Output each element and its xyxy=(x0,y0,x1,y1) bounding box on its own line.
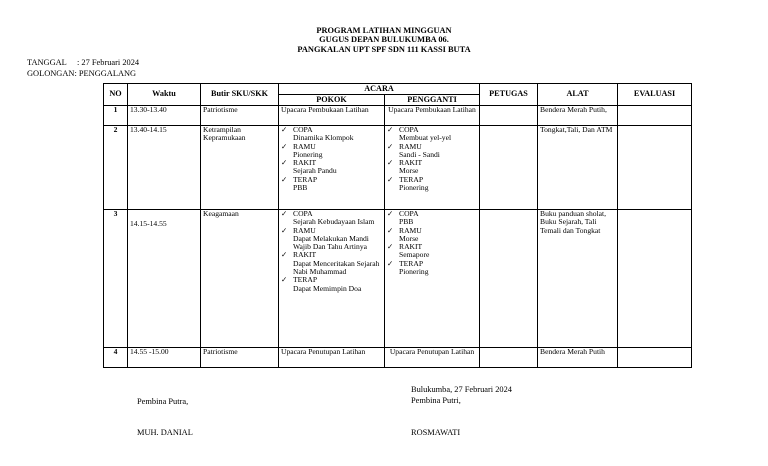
check-icon: ✓ xyxy=(387,209,394,218)
row-waktu: 14.55 -15.00 xyxy=(128,348,201,368)
table-row xyxy=(104,126,692,210)
row-waktu: 13.30-13.40 xyxy=(128,106,201,126)
row-petugas xyxy=(480,106,538,126)
pengganti-list xyxy=(387,126,477,192)
list-item: ✓ RAMU Sandi - Sandi xyxy=(387,141,440,159)
check-icon: ✓ xyxy=(387,258,394,268)
left-signature-title: Pembina Putra, xyxy=(137,397,189,406)
list-item: ✓ COPA Sejarah Kebudayaan Islam xyxy=(281,209,375,227)
pokok-list xyxy=(281,126,382,192)
place-date: Bulukumba, 27 Februari 2024 xyxy=(411,385,512,394)
pengganti-list xyxy=(387,210,477,276)
row-petugas xyxy=(480,210,538,348)
row-evaluasi xyxy=(618,210,692,348)
list-item: ✓ RAMU Dapat Melakukan Mandi Wajib Dan Tahu Artinya xyxy=(281,225,369,252)
row-pengganti: Upacara Penutupan Latihan xyxy=(385,348,480,368)
document-title xyxy=(0,26,768,54)
row-pokok: Upacara Penutupan Latihan xyxy=(279,348,385,368)
row-alat: Tongkat,Tali, Dan ATM xyxy=(538,126,618,210)
row-pengganti: Upacara Pembukaan Latihan xyxy=(385,106,480,126)
list-item: ✓ RAMU Pionering xyxy=(281,141,323,159)
header-butir: Butir SKU/SKK xyxy=(201,84,279,106)
check-icon: ✓ xyxy=(281,275,288,285)
header-pokok: POKOK xyxy=(279,95,385,106)
golongan-label: GOLONGAN xyxy=(27,69,75,78)
right-signature-title: Pembina Putri, xyxy=(411,396,461,405)
check-icon: ✓ xyxy=(387,158,394,168)
row-pokok: Upacara Pembukaan Latihan xyxy=(279,106,385,126)
row-no: 1 xyxy=(104,106,128,126)
row-pengganti xyxy=(385,210,480,348)
list-item: ✓ RAKIT Sejarah Pandu xyxy=(281,158,337,176)
header-no: NO xyxy=(104,84,128,106)
table-row xyxy=(104,106,692,126)
row-butir: Ketrampilan Kepramukaan xyxy=(201,126,279,210)
program-table xyxy=(103,83,692,368)
list-item: ✓ TERAP Pionering xyxy=(387,258,429,277)
check-icon: ✓ xyxy=(281,141,288,151)
list-item: ✓ RAMU Morse xyxy=(387,225,422,243)
check-icon: ✓ xyxy=(281,125,288,134)
list-item: ✓ RAKIT Dapat Menceritakan Sejarah Nabi Muhammad xyxy=(281,250,380,277)
left-signature-name: MUH. DANIAL xyxy=(137,428,193,437)
header-evaluasi: EVALUASI xyxy=(618,84,692,106)
row-pengganti xyxy=(385,126,480,210)
row-alat: Bendera Merah Putih xyxy=(538,348,618,368)
row-no: 2 xyxy=(104,126,128,210)
check-icon: ✓ xyxy=(281,158,288,168)
golongan-value: : PENGGALANG xyxy=(74,69,137,78)
check-icon: ✓ xyxy=(281,174,288,184)
list-item: ✓ COPA Dinamika Klompok xyxy=(281,125,354,143)
row-evaluasi xyxy=(618,106,692,126)
row-pokok xyxy=(279,210,385,348)
title-line-1: PROGRAM LATIHAN MINGGUAN xyxy=(316,26,452,35)
list-item: ✓ TERAP Pionering xyxy=(387,174,429,193)
row-butir: Patriotisme xyxy=(201,348,279,368)
list-item: ✓ COPA PBB xyxy=(387,209,419,227)
check-icon: ✓ xyxy=(387,174,394,184)
row-butir: Patriotisme xyxy=(201,106,279,126)
header-acara: ACARA xyxy=(279,84,480,95)
row-no: 3 xyxy=(104,210,128,348)
header-petugas: PETUGAS xyxy=(480,84,538,106)
list-item: ✓ TERAP Dapat Memimpin Doa xyxy=(281,275,362,293)
golongan-line xyxy=(27,69,136,79)
header-pengganti: PENGGANTI xyxy=(385,95,480,106)
tanggal-label: TANGGAL xyxy=(27,58,67,67)
header-waktu: Waktu xyxy=(128,84,201,106)
row-petugas xyxy=(480,348,538,368)
row-evaluasi xyxy=(618,126,692,210)
row-alat: Bendera Merah Putih, xyxy=(538,106,618,126)
list-item: ✓ RAKIT Semapore xyxy=(387,242,430,260)
title-line-3: PANGKALAN UPT SPF SDN 111 KASSI BUTA xyxy=(297,44,471,54)
row-evaluasi xyxy=(618,348,692,368)
check-icon: ✓ xyxy=(281,250,288,260)
row-waktu: 13.40-14.15 xyxy=(128,126,201,210)
list-item: ✓ COPA Membuat yel-yel xyxy=(387,125,452,143)
row-no: 4 xyxy=(104,348,128,368)
check-icon: ✓ xyxy=(281,209,288,218)
table-row xyxy=(104,210,692,348)
row-waktu: 14.15-14.55 xyxy=(128,210,201,348)
check-icon: ✓ xyxy=(281,225,288,235)
tanggal-value: : 27 Februari 2024 xyxy=(77,58,140,67)
right-signature-name: ROSMAWATI xyxy=(411,428,461,437)
check-icon: ✓ xyxy=(387,242,394,252)
row-butir: Keagamaan xyxy=(201,210,279,348)
list-item: ✓ RAKIT Morse xyxy=(387,158,423,176)
title-line-2: GUGUS DEPAN BULUKUMBA 06. xyxy=(319,35,449,45)
tanggal-line xyxy=(27,58,139,68)
check-icon: ✓ xyxy=(387,225,394,235)
list-item: ✓ TERAP PBB xyxy=(281,174,318,193)
row-pokok xyxy=(279,126,385,210)
pokok-list xyxy=(281,210,382,293)
table-row xyxy=(104,348,692,368)
check-icon: ✓ xyxy=(387,125,394,134)
header-alat: ALAT xyxy=(538,84,618,106)
check-icon: ✓ xyxy=(387,141,394,151)
row-alat: Buku panduan sholat, Buku Sejarah, Tali Temali dan Tongkat xyxy=(538,210,618,348)
row-petugas xyxy=(480,126,538,210)
